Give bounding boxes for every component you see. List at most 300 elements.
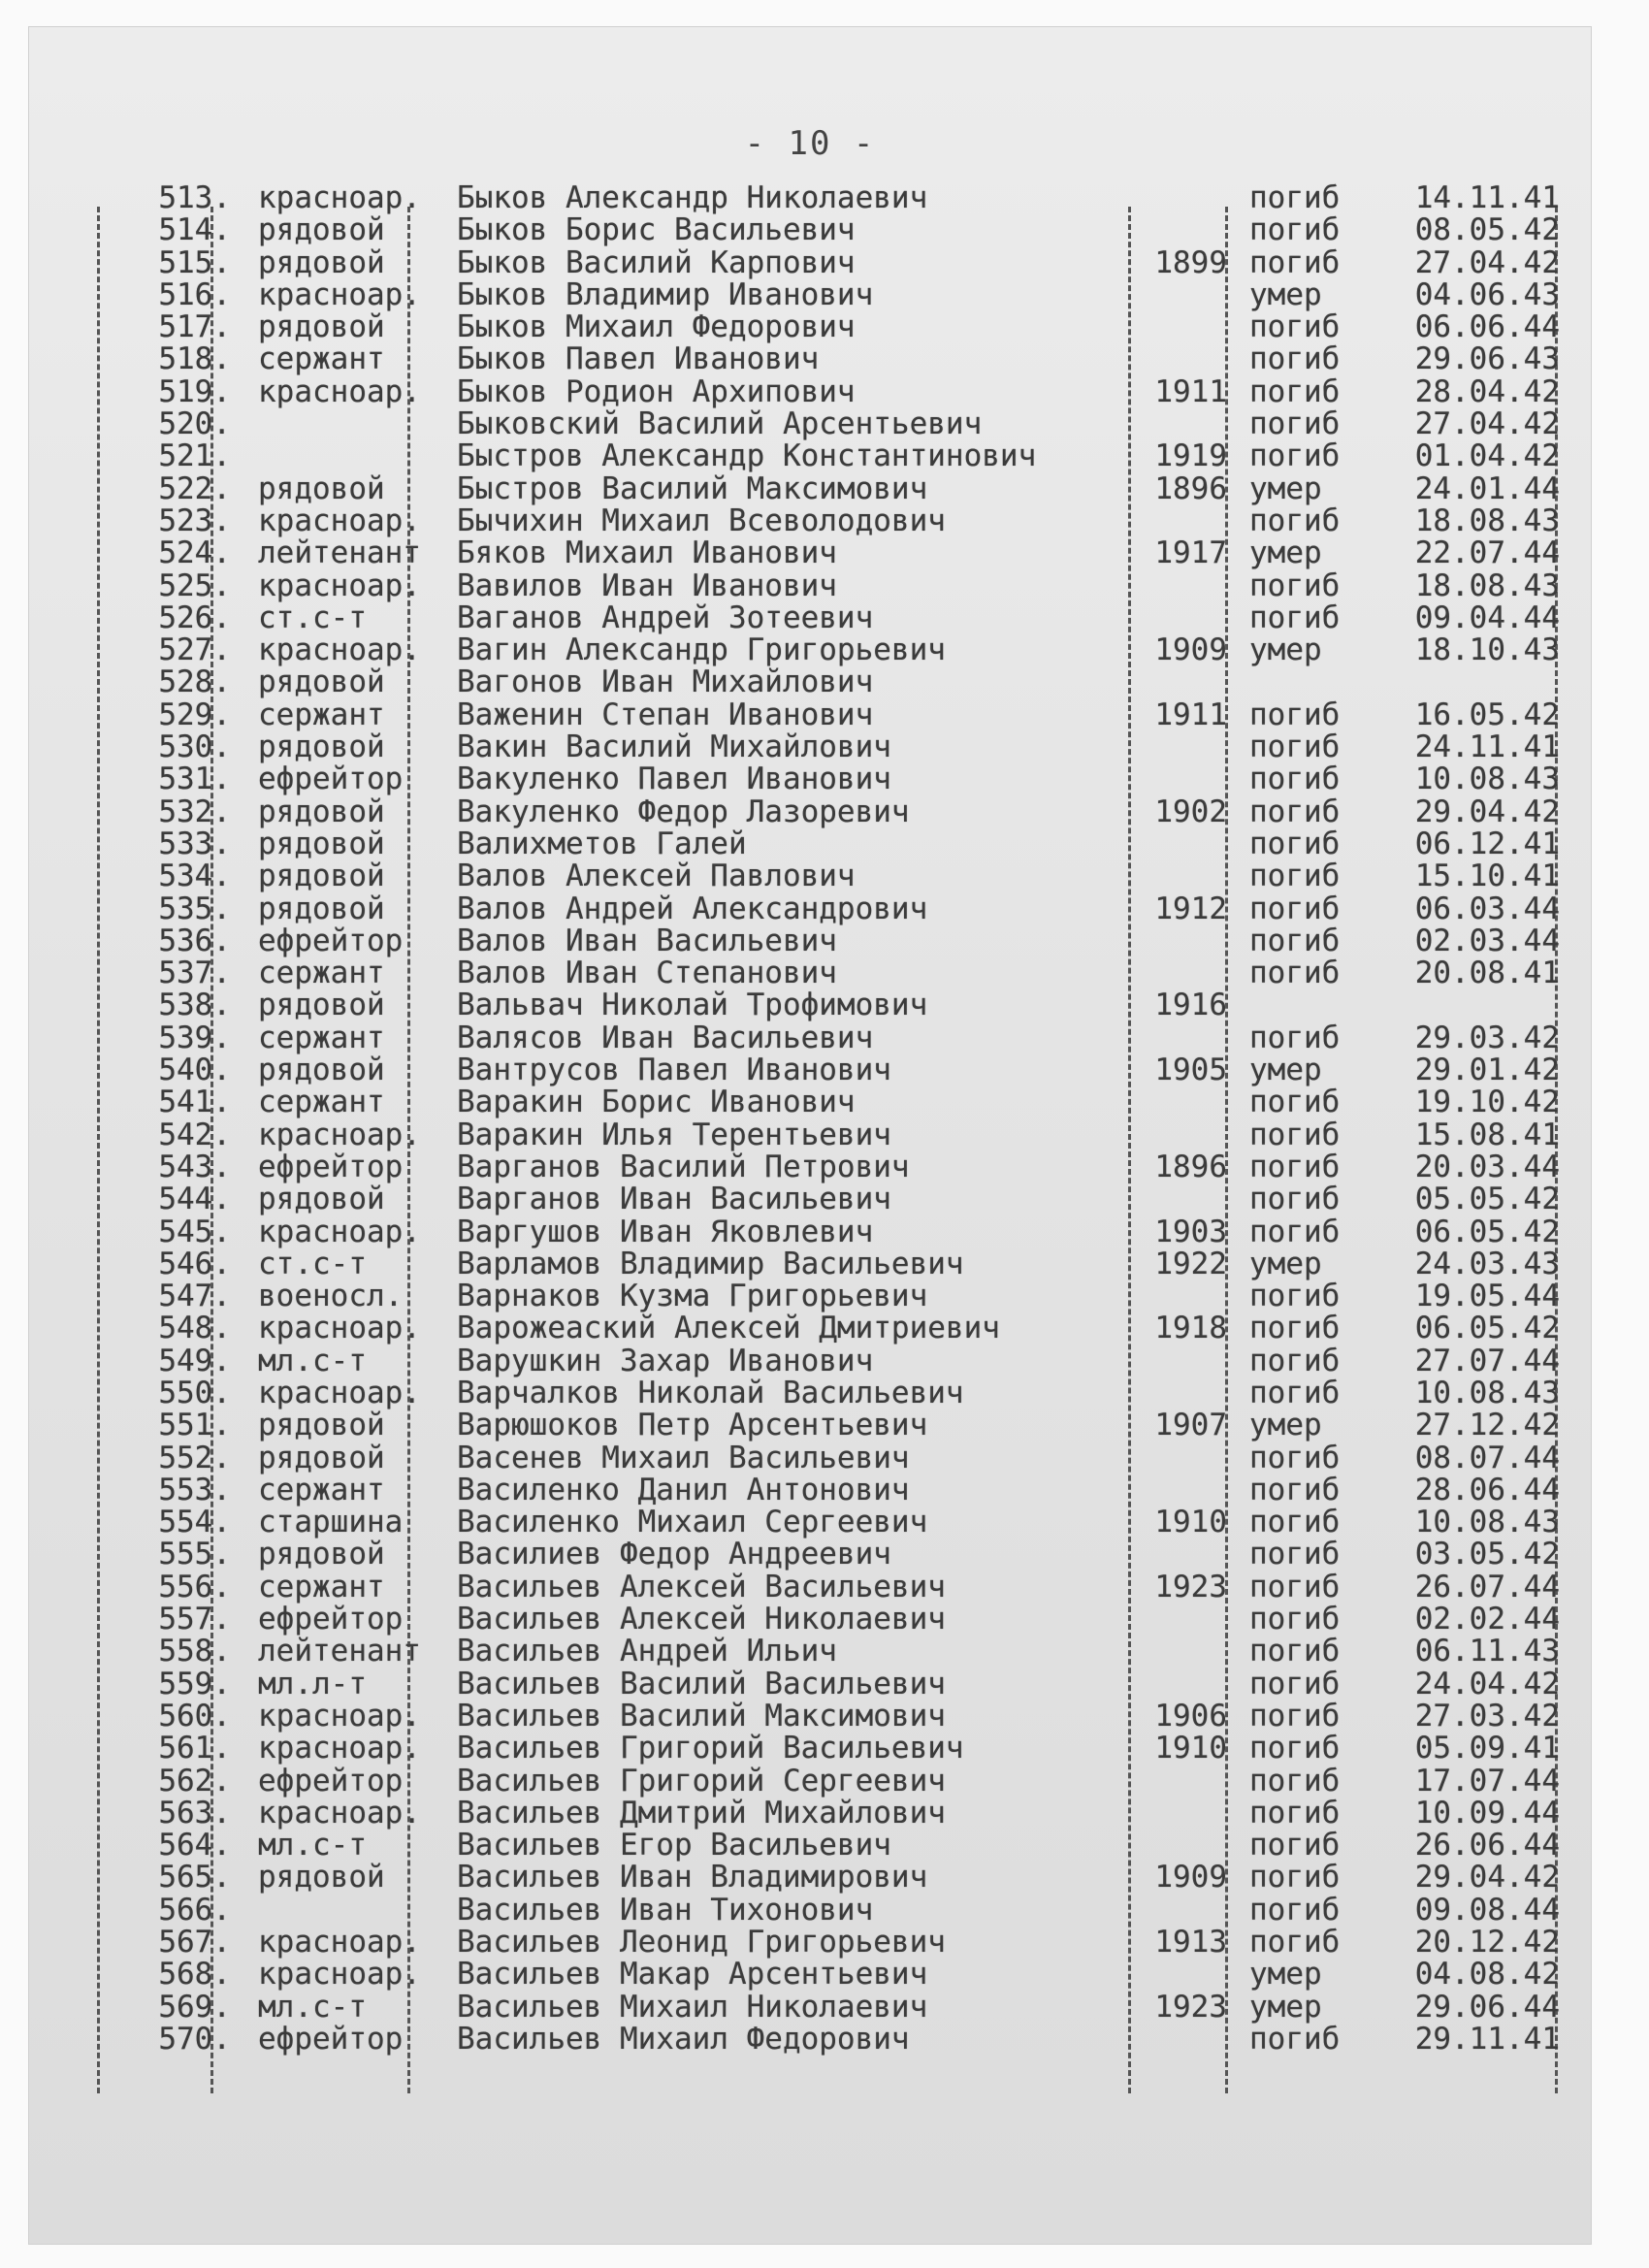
- record-name: Быков Павел Иванович: [457, 341, 820, 377]
- record-rank: сержант: [258, 1085, 385, 1120]
- record-rank: старшина: [258, 1505, 404, 1540]
- record-number: 518.: [158, 341, 231, 377]
- record-status: погиб: [1249, 923, 1341, 958]
- record-date: 10.08.43: [1414, 1505, 1560, 1540]
- record-number: 528.: [158, 664, 231, 700]
- record-number: 556.: [158, 1569, 231, 1604]
- record-status: погиб: [1249, 729, 1341, 765]
- record-name: Быковский Василий Арсентьевич: [457, 406, 983, 442]
- record-name: Вакуленко Павел Иванович: [457, 761, 891, 797]
- record-birth-year: 1919: [1154, 438, 1227, 474]
- record-number: 525.: [158, 567, 231, 603]
- record-date: 29.06.44: [1414, 1989, 1560, 2025]
- record-name: Варгушов Иван Яковлевич: [457, 1214, 874, 1249]
- record-name: Варнаков Кузма Григорьевич: [457, 1279, 928, 1314]
- record-name: Васильев Василий Максимович: [457, 1698, 946, 1733]
- table-row: [95, 1248, 1591, 1280]
- table-row: [95, 1442, 1591, 1474]
- record-birth-year: 1905: [1154, 1053, 1227, 1088]
- record-date: 10.08.43: [1414, 761, 1560, 797]
- record-name: Быстров Александр Константинович: [457, 438, 1037, 474]
- record-date: 19.05.44: [1414, 1279, 1560, 1314]
- record-name: Васильев Алексей Николаевич: [457, 1602, 946, 1637]
- record-birth-year: 1911: [1154, 697, 1227, 732]
- table-row: [95, 182, 1591, 214]
- record-number: 538.: [158, 988, 231, 1023]
- record-status: погиб: [1249, 244, 1341, 280]
- table-row: [95, 1507, 1591, 1539]
- record-status: погиб: [1249, 1472, 1341, 1507]
- record-name: Валов Алексей Павлович: [457, 859, 856, 894]
- record-date: 27.03.42: [1414, 1698, 1560, 1733]
- record-rank: мл.л-т: [258, 1666, 367, 1701]
- record-date: 10.09.44: [1414, 1795, 1560, 1831]
- record-date: 29.04.42: [1414, 1860, 1560, 1895]
- record-rank: сержант: [258, 1020, 385, 1055]
- record-status: умер: [1249, 1246, 1322, 1281]
- record-number: 549.: [158, 1343, 231, 1378]
- record-name: Васильев Михаил Николаевич: [457, 1989, 928, 2025]
- record-number: 553.: [158, 1472, 231, 1507]
- record-birth-year: 1909: [1154, 1860, 1227, 1895]
- record-name: Бяков Михаил Иванович: [457, 535, 837, 571]
- table-row: [95, 244, 1591, 280]
- record-status: умер: [1249, 470, 1322, 506]
- record-rank: рядовой: [258, 1182, 385, 1217]
- record-name: Варожеаский Алексей Дмитриевич: [457, 1311, 1000, 1346]
- record-status: умер: [1249, 1053, 1322, 1088]
- record-name: Василенко Данил Антонович: [457, 1472, 910, 1507]
- record-rank: красноар.: [258, 632, 421, 668]
- record-birth-year: 1896: [1154, 470, 1227, 506]
- record-date: 09.04.44: [1414, 599, 1560, 635]
- table-row: [95, 1474, 1591, 1507]
- record-number: 526.: [158, 599, 231, 635]
- record-date: 06.05.42: [1414, 1311, 1560, 1346]
- record-name: Варламов Владимир Васильевич: [457, 1246, 964, 1281]
- record-status: погиб: [1249, 859, 1341, 894]
- record-number: 514.: [158, 212, 231, 248]
- table-row: [95, 957, 1591, 989]
- table-row: [95, 343, 1591, 375]
- record-date: 27.04.42: [1414, 244, 1560, 280]
- record-date: 29.03.42: [1414, 1020, 1560, 1055]
- record-date: 15.08.41: [1414, 1117, 1560, 1152]
- record-name: Ваганов Андрей Зотеевич: [457, 599, 874, 635]
- record-rank: сержант: [258, 1472, 385, 1507]
- record-status: погиб: [1249, 1085, 1341, 1120]
- record-name: Быков Александр Николаевич: [457, 180, 928, 215]
- record-name: Васильев Дмитрий Михайлович: [457, 1795, 946, 1831]
- record-rank: сержант: [258, 1569, 385, 1604]
- record-number: 540.: [158, 1053, 231, 1088]
- record-rank: красноар.: [258, 1698, 421, 1733]
- record-birth-year: 1907: [1154, 1408, 1227, 1443]
- record-number: 545.: [158, 1214, 231, 1249]
- record-date: 29.06.43: [1414, 341, 1560, 377]
- record-status: погиб: [1249, 1311, 1341, 1346]
- record-status: погиб: [1249, 309, 1341, 345]
- record-number: 537.: [158, 956, 231, 991]
- record-date: 15.10.41: [1414, 859, 1560, 894]
- record-rank: красноар.: [258, 1117, 421, 1152]
- record-date: 06.06.44: [1414, 309, 1560, 345]
- table-row: [95, 925, 1591, 957]
- record-name: Васильев Григорий Васильевич: [457, 1731, 964, 1766]
- table-row: [95, 373, 1591, 409]
- record-number: 533.: [158, 826, 231, 861]
- record-status: умер: [1249, 276, 1322, 312]
- record-status: погиб: [1249, 180, 1341, 215]
- table-row: [95, 1959, 1591, 1991]
- table-row: [95, 1280, 1591, 1312]
- record-status: погиб: [1249, 1214, 1341, 1249]
- record-rank: сержант: [258, 956, 385, 991]
- record-status: погиб: [1249, 341, 1341, 377]
- record-rank: красноар.: [258, 1731, 421, 1766]
- record-name: Быков Владимир Иванович: [457, 276, 874, 312]
- table-row: [95, 276, 1591, 312]
- casualty-roster: [95, 182, 1591, 2056]
- table-row: [95, 1892, 1591, 1928]
- record-number: 522.: [158, 470, 231, 506]
- record-status: погиб: [1249, 1537, 1341, 1572]
- record-date: 16.05.42: [1414, 697, 1560, 732]
- record-number: 531.: [158, 761, 231, 797]
- record-date: 10.08.43: [1414, 1375, 1560, 1410]
- record-number: 542.: [158, 1117, 231, 1152]
- record-status: погиб: [1249, 1892, 1341, 1928]
- record-rank: рядовой: [258, 891, 385, 926]
- table-row: [95, 599, 1591, 635]
- table-row: [95, 1666, 1591, 1701]
- record-status: погиб: [1249, 761, 1341, 797]
- record-date: 24.03.43: [1414, 1246, 1560, 1281]
- record-number: 524.: [158, 535, 231, 571]
- record-number: 529.: [158, 697, 231, 732]
- record-birth-year: 1903: [1154, 1214, 1227, 1249]
- record-number: 535.: [158, 891, 231, 926]
- record-date: 20.12.42: [1414, 1925, 1560, 1960]
- record-rank: красноар.: [258, 1214, 421, 1249]
- record-date: 28.04.42: [1414, 373, 1560, 409]
- record-status: погиб: [1249, 2021, 1341, 2057]
- table-row: [95, 1377, 1591, 1409]
- record-name: Вантрусов Павел Иванович: [457, 1053, 891, 1088]
- record-rank: лейтенант: [258, 1634, 421, 1669]
- record-rank: ефрейтор: [258, 1149, 404, 1184]
- record-birth-year: 1909: [1154, 632, 1227, 668]
- record-number: 520.: [158, 406, 231, 442]
- table-row: [95, 796, 1591, 828]
- table-row: [95, 731, 1591, 763]
- record-birth-year: 1899: [1154, 244, 1227, 280]
- record-name: Быков Борис Васильевич: [457, 212, 856, 248]
- record-date: 27.12.42: [1414, 1408, 1560, 1443]
- table-row: [95, 1571, 1591, 1604]
- record-status: погиб: [1249, 1569, 1341, 1604]
- record-number: 548.: [158, 1311, 231, 1346]
- page-number: - 10 -: [744, 124, 876, 163]
- record-status: погиб: [1249, 1343, 1341, 1378]
- record-name: Васенев Михаил Васильевич: [457, 1440, 910, 1475]
- table-row: [95, 440, 1591, 472]
- record-rank: красноар.: [258, 180, 421, 215]
- record-name: Быстров Василий Максимович: [457, 470, 928, 506]
- record-birth-year: 1912: [1154, 891, 1227, 926]
- record-name: Варакин Борис Иванович: [457, 1085, 856, 1120]
- record-number: 530.: [158, 729, 231, 765]
- record-date: 01.04.42: [1414, 438, 1560, 474]
- record-date: 18.08.43: [1414, 502, 1560, 538]
- record-birth-year: 1913: [1154, 1925, 1227, 1960]
- table-row: [95, 1763, 1591, 1798]
- record-status: погиб: [1249, 1828, 1341, 1863]
- table-row: [95, 1054, 1591, 1086]
- record-name: Вальвач Николай Трофимович: [457, 988, 928, 1023]
- record-number: 566.: [158, 1892, 231, 1928]
- record-name: Варганов Иван Васильевич: [457, 1182, 891, 1217]
- record-status: погиб: [1249, 1279, 1341, 1314]
- record-number: 569.: [158, 1989, 231, 2025]
- record-status: погиб: [1249, 406, 1341, 442]
- table-row: [95, 1022, 1591, 1054]
- record-rank: красноар.: [258, 1925, 421, 1960]
- record-status: погиб: [1249, 567, 1341, 603]
- record-date: 20.08.41: [1414, 956, 1560, 991]
- record-birth-year: 1917: [1154, 535, 1227, 571]
- record-number: 561.: [158, 1731, 231, 1766]
- record-date: 27.07.44: [1414, 1343, 1560, 1378]
- record-status: погиб: [1249, 1795, 1341, 1831]
- table-row: [95, 989, 1591, 1021]
- table-row: [95, 408, 1591, 440]
- record-number: 558.: [158, 1634, 231, 1669]
- record-number: 559.: [158, 1666, 231, 1701]
- record-number: 543.: [158, 1149, 231, 1184]
- record-status: погиб: [1249, 1698, 1341, 1733]
- record-status: погиб: [1249, 212, 1341, 248]
- record-date: 05.05.42: [1414, 1182, 1560, 1217]
- record-number: 539.: [158, 1020, 231, 1055]
- record-name: Вагонов Иван Михайлович: [457, 664, 874, 700]
- record-date: 06.11.43: [1414, 1634, 1560, 1669]
- record-date: 08.05.42: [1414, 212, 1560, 248]
- record-name: Васильев Алексей Васильевич: [457, 1569, 946, 1604]
- record-name: Васильев Макар Арсентьевич: [457, 1957, 928, 1993]
- record-rank: рядовой: [258, 1053, 385, 1088]
- record-rank: красноар.: [258, 1375, 421, 1410]
- record-name: Васильев Леонид Григорьевич: [457, 1925, 946, 1960]
- record-status: погиб: [1249, 1763, 1341, 1798]
- table-row: [95, 1216, 1591, 1248]
- record-status: погиб: [1249, 1117, 1341, 1152]
- record-rank: рядовой: [258, 1860, 385, 1895]
- record-number: 546.: [158, 1246, 231, 1281]
- record-number: 557.: [158, 1602, 231, 1637]
- record-date: 09.08.44: [1414, 1892, 1560, 1928]
- record-rank: рядовой: [258, 988, 385, 1023]
- record-status: погиб: [1249, 1925, 1341, 1960]
- record-number: 516.: [158, 276, 231, 312]
- record-status: умер: [1249, 1957, 1322, 1993]
- table-row: [95, 1119, 1591, 1151]
- table-row: [95, 1183, 1591, 1215]
- record-birth-year: 1923: [1154, 1989, 1227, 2025]
- record-name: Варушкин Захар Иванович: [457, 1343, 874, 1378]
- table-row: [95, 1733, 1591, 1765]
- record-name: Вагин Александр Григорьевич: [457, 632, 946, 668]
- record-date: 19.10.42: [1414, 1085, 1560, 1120]
- record-date: 29.01.42: [1414, 1053, 1560, 1088]
- record-date: 20.03.44: [1414, 1149, 1560, 1184]
- record-name: Важенин Степан Иванович: [457, 697, 874, 732]
- record-status: погиб: [1249, 1375, 1341, 1410]
- record-name: Валов Иван Васильевич: [457, 923, 837, 958]
- record-rank: ефрейтор: [258, 761, 404, 797]
- record-rank: мл.с-т: [258, 1828, 367, 1863]
- table-row: [95, 470, 1591, 506]
- record-date: 27.04.42: [1414, 406, 1560, 442]
- record-status: умер: [1249, 632, 1322, 668]
- record-birth-year: 1910: [1154, 1505, 1227, 1540]
- record-rank: ефрейтор: [258, 1763, 404, 1798]
- record-status: погиб: [1249, 1440, 1341, 1475]
- record-name: Васильев Егор Васильевич: [457, 1828, 891, 1863]
- record-rank: рядовой: [258, 729, 385, 765]
- record-status: погиб: [1249, 373, 1341, 409]
- record-rank: рядовой: [258, 212, 385, 248]
- record-rank: красноар.: [258, 502, 421, 538]
- table-row: [95, 634, 1591, 666]
- record-rank: ст.с-т: [258, 1246, 367, 1281]
- record-date: 06.12.41: [1414, 826, 1560, 861]
- record-number: 562.: [158, 1763, 231, 1798]
- record-rank: рядовой: [258, 1408, 385, 1443]
- record-status: погиб: [1249, 1602, 1341, 1637]
- record-status: погиб: [1249, 1666, 1341, 1701]
- table-row: [95, 860, 1591, 892]
- record-status: погиб: [1249, 502, 1341, 538]
- record-number: 555.: [158, 1537, 231, 1572]
- table-row: [95, 893, 1591, 925]
- record-rank: ефрейтор: [258, 1602, 404, 1637]
- record-rank: ефрейтор: [258, 923, 404, 958]
- record-status: погиб: [1249, 826, 1341, 861]
- record-status: умер: [1249, 1408, 1322, 1443]
- record-number: 519.: [158, 373, 231, 409]
- record-number: 536.: [158, 923, 231, 958]
- record-date: 08.07.44: [1414, 1440, 1560, 1475]
- table-row: [95, 1151, 1591, 1183]
- record-name: Валихметов Галей: [457, 826, 747, 861]
- record-rank: ефрейтор: [258, 2021, 404, 2057]
- record-status: погиб: [1249, 794, 1341, 829]
- record-number: 541.: [158, 1085, 231, 1120]
- table-row: [95, 1636, 1591, 1668]
- record-name: Василенко Михаил Сергеевич: [457, 1505, 928, 1540]
- table-row: [95, 1345, 1591, 1377]
- record-name: Варакин Илья Терентьевич: [457, 1117, 891, 1152]
- record-name: Валов Андрей Александрович: [457, 891, 928, 926]
- record-rank: красноар.: [258, 567, 421, 603]
- record-date: 24.01.44: [1414, 470, 1560, 506]
- record-rank: красноар.: [258, 373, 421, 409]
- record-date: 18.08.43: [1414, 567, 1560, 603]
- record-rank: сержант: [258, 697, 385, 732]
- record-status: погиб: [1249, 1182, 1341, 1217]
- record-rank: красноар.: [258, 1795, 421, 1831]
- record-status: погиб: [1249, 956, 1341, 991]
- record-name: Варганов Василий Петрович: [457, 1149, 910, 1184]
- record-number: 564.: [158, 1828, 231, 1863]
- record-name: Василиев Федор Андреевич: [457, 1537, 891, 1572]
- record-date: 14.11.41: [1414, 180, 1560, 215]
- record-rank: рядовой: [258, 470, 385, 506]
- record-name: Варчалков Николай Васильевич: [457, 1375, 964, 1410]
- record-number: 567.: [158, 1925, 231, 1960]
- record-number: 527.: [158, 632, 231, 668]
- record-date: 04.06.43: [1414, 276, 1560, 312]
- record-rank: рядовой: [258, 309, 385, 345]
- table-row: [95, 1409, 1591, 1442]
- record-number: 554.: [158, 1505, 231, 1540]
- record-rank: мл.с-т: [258, 1989, 367, 2025]
- record-name: Васильев Андрей Ильич: [457, 1634, 837, 1669]
- record-number: 563.: [158, 1795, 231, 1831]
- record-rank: лейтенант: [258, 535, 421, 571]
- record-number: 551.: [158, 1408, 231, 1443]
- record-status: погиб: [1249, 1020, 1341, 1055]
- record-birth-year: 1906: [1154, 1698, 1227, 1733]
- table-row: [95, 311, 1591, 343]
- record-name: Васильев Василий Васильевич: [457, 1666, 946, 1701]
- record-rank: красноар.: [258, 1311, 421, 1346]
- record-status: погиб: [1249, 599, 1341, 635]
- record-date: 05.09.41: [1414, 1731, 1560, 1766]
- record-birth-year: 1923: [1154, 1569, 1227, 1604]
- record-rank: мл.с-т: [258, 1343, 367, 1378]
- record-rank: военосл.: [258, 1279, 404, 1314]
- record-date: 02.02.44: [1414, 1602, 1560, 1637]
- record-date: 22.07.44: [1414, 535, 1560, 571]
- record-rank: красноар.: [258, 276, 421, 312]
- record-birth-year: 1922: [1154, 1246, 1227, 1281]
- record-date: 18.10.43: [1414, 632, 1560, 668]
- table-row: [95, 1604, 1591, 1636]
- record-name: Васильев Иван Владимирович: [457, 1860, 928, 1895]
- record-date: 03.05.42: [1414, 1537, 1560, 1572]
- record-date: 28.06.44: [1414, 1472, 1560, 1507]
- record-date: 06.03.44: [1414, 891, 1560, 926]
- record-name: Васильев Михаил Федорович: [457, 2021, 910, 2057]
- table-row: [95, 1862, 1591, 1894]
- record-rank: рядовой: [258, 244, 385, 280]
- record-status: умер: [1249, 535, 1322, 571]
- record-name: Быков Родион Архипович: [457, 373, 856, 409]
- record-rank: рядовой: [258, 859, 385, 894]
- record-rank: рядовой: [258, 794, 385, 829]
- record-status: погиб: [1249, 697, 1341, 732]
- table-row: [95, 2021, 1591, 2057]
- record-number: 544.: [158, 1182, 231, 1217]
- record-number: 523.: [158, 502, 231, 538]
- record-date: 29.11.41: [1414, 2021, 1560, 2057]
- document-page: [29, 27, 1591, 2244]
- record-date: 17.07.44: [1414, 1763, 1560, 1798]
- record-number: 550.: [158, 1375, 231, 1410]
- record-birth-year: 1902: [1154, 794, 1227, 829]
